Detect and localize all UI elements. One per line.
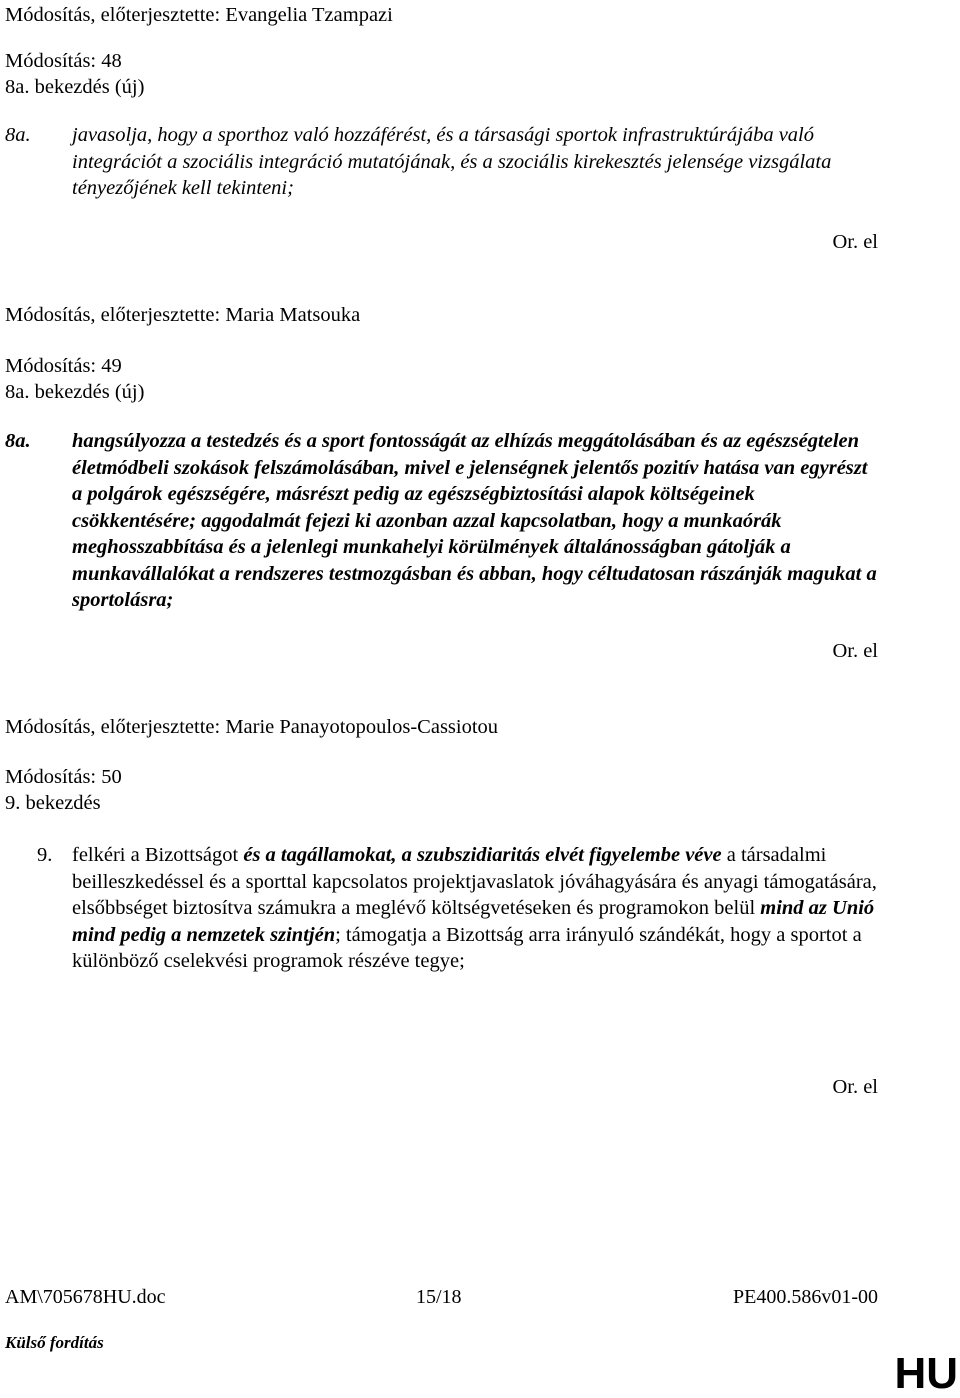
amendment-50-text-part-1: felkéri a Bizottságot <box>72 844 244 866</box>
amendment-49-text: hangsúlyozza a testedzés és a sport fontosságát az elhízás meggátolásában és az egészségtelen életmódbeli szokások felszámolásában, mivel e jelenségnek jelentős pozitív hatása van egyrészt a polgárok egészségére, másrészt pedig az egészségbiztosítási alapok költségeinek csökkentésére; aggodalmát fejezi ki azonban azzal kapcsolatban, hogy a munkaórák meghosszabbítása és a jelenlegi munkahelyi körülmények általánosságban gátolják a munkavállalókat a rendszeres testmozgásban és abban, hogy céltudatosan rászánják magukat a sportolásra; <box>72 430 877 611</box>
amendment-49-para-num-wrap <box>5 428 31 455</box>
amendment-48-original-language: Or. el <box>832 231 878 253</box>
footer-language-code: HU <box>894 1349 958 1398</box>
amendment-48-text: javasolja, hogy a sporthoz való hozzáférést, és a társasági sportok infrastruktúrájába való integrációt a szociális integráció mutatójának, és a szociális kirekesztés jelensége vizsgálata tényezőjének kell tekinteni; <box>72 124 832 199</box>
amendment-50-text-part-5: ; támogatja a Bizottság arra irányuló szándékát, hogy a sportot a különböző cselekvési programok részéve tegye; <box>72 923 862 972</box>
amendment-49-submitter: Módosítás, előterjesztette: Maria Matsouka <box>5 304 361 326</box>
amendment-48-para-num: 8a. <box>5 124 31 146</box>
footer-pe-ref: PE400.586v01-00 <box>733 1286 878 1308</box>
amendment-50-para-num: 9. <box>37 844 53 866</box>
footer-doc-ref: AM\705678HU.doc <box>5 1286 166 1308</box>
amendment-50-text-part-2: és a tagállamokat, a szubszidiaritás elvét figyelembe véve <box>243 844 722 866</box>
amendment-48-number: Módosítás: 48 <box>5 50 122 72</box>
amendment-49-paragraph-ref: 8a. bekezdés (új) <box>5 381 145 403</box>
amendment-50-paragraph-ref: 9. bekezdés <box>5 792 101 814</box>
amendment-50-number: Módosítás: 50 <box>5 766 122 788</box>
amendment-48-submitter: Módosítás, előterjesztette: Evangelia Tzampazi <box>5 4 393 26</box>
amendment-50-original-language: Or. el <box>832 1076 878 1098</box>
footer-page-number: 15/18 <box>416 1286 462 1308</box>
footer-translation-note: Külső fordítás <box>5 1333 104 1352</box>
amendment-50-text <box>72 842 880 975</box>
amendment-50-text-part-4: mind az Unió mind pedig a nemzetek szintjén <box>72 897 875 946</box>
amendment-49-number: Módosítás: 49 <box>5 355 122 377</box>
amendment-50-text-part-3: a társadalmi beilleszkedéssel és a sporttal kapcsolatos projektjavaslatok jóváhagyására és anyagi támogatására, elsőbbséget biztosítva számukra a meglévő költségvetéseken és programokon belül <box>72 844 877 919</box>
amendment-49-original-language: Or. el <box>832 640 878 662</box>
amendment-48-paragraph-ref: 8a. bekezdés (új) <box>5 76 145 98</box>
amendment-49-para-num: 8a. <box>5 430 31 452</box>
amendment-50-submitter: Módosítás, előterjesztette: Marie Panayotopoulos-Cassiotou <box>5 716 499 738</box>
